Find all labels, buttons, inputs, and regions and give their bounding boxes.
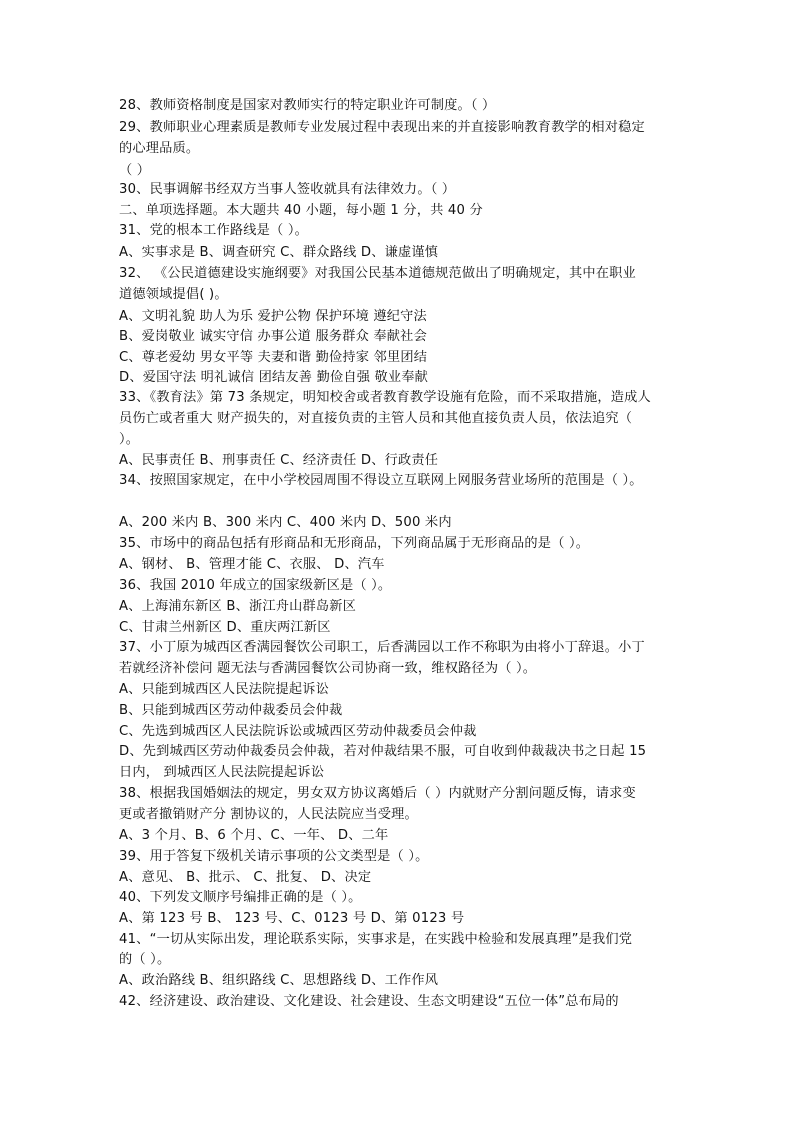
text-line: 30、民事调解书经双方当事人签收就具有法律效力。（ ） [119, 182, 456, 197]
text-line: 37、小丁原为城西区香满园餐饮公司职工，后香满园以工作不称职为由将小丁辞退。小丁 [119, 640, 645, 655]
text-line: 29、教师职业心理素质是教师专业发展过程中表现出来的并直接影响教育教学的相对稳定 [119, 120, 645, 135]
text-line: 32、 《公民道德建设实施纲要》对我国公民基本道德规范做出了明确规定，其中在职业 [119, 266, 636, 281]
text-line: D、爱国守法 明礼诚信 团结友善 勤俭自强 敬业奉献 [119, 370, 429, 385]
text-line: C、尊老爱幼 男女平等 夫妻和谐 勤俭持家 邻里团结 [119, 350, 428, 365]
text-line: 41、“一切从实际出发，理论联系实际，实事求是，在实践中检验和发展真理”是我们党 [119, 932, 633, 947]
text-line: 道德领域提倡( )。 [119, 287, 228, 302]
section-heading: 二、单项选择题。本大题共 40 小题，每小题 1 分，共 40 分 [119, 203, 483, 218]
text-line: 日内， 到城西区人民法院提起诉讼 [119, 765, 325, 780]
text-line: A、政治路线 B、组织路线 C、思想路线 D、工作作风 [119, 973, 439, 988]
text-line: 更或者撤销财产分 割协议的，人民法院应当受理。 [119, 807, 418, 822]
text-line: 31、党的根本工作路线是（ ）。 [119, 223, 309, 238]
text-line: D、先到城西区劳动仲裁委员会仲裁，若对仲裁结果不服，可自收到仲裁裁决书之日起 15 [119, 744, 647, 759]
text-line: A、钢材、 B、管理才能 C、衣服、 D、汽车 [119, 557, 385, 572]
text-line: C、甘肃兰州新区 D、重庆两江新区 [119, 620, 331, 635]
text-line: A、民事责任 B、刑事责任 C、经济责任 D、行政责任 [119, 453, 439, 468]
text-line: 39、用于答复下级机关请示事项的公文类型是（ ）。 [119, 849, 429, 864]
text-line: A、只能到城西区人民法院提起诉讼 [119, 682, 330, 697]
text-line: A、上海浦东新区 B、浙江舟山群岛新区 [119, 599, 357, 614]
text-line: A、意见、 B、批示、 C、批复、 D、决定 [119, 870, 372, 885]
text-line: 28、教师资格制度是国家对教师实行的特定职业许可制度。（ ） [119, 98, 496, 113]
text-line: 员伤亡或者重大 财产损失的，对直接负责的主管人员和其他直接负责人员，依法追究（ [119, 411, 633, 426]
text-line: （ ） [119, 163, 151, 178]
text-line: 38、根据我国婚姻法的规定，男女双方协议离婚后（ ）内就财产分割问题反悔，请求变 [119, 786, 636, 801]
text-line: 的（ ）。 [119, 952, 171, 967]
text-line: 40、下列发文顺序号编排正确的是（ ）。 [119, 890, 362, 905]
text-line: B、只能到城西区劳动仲裁委员会仲裁 [119, 703, 343, 718]
text-line: 42、经济建设、政治建设、文化建设、社会建设、生态文明建设“五位一体”总布局的 [119, 994, 619, 1009]
text-line: 35、市场中的商品包括有形商品和无形商品，下列商品属于无形商品的是（ ）。 [119, 536, 590, 551]
text-line: A、3 个月、B、6 个月、C、一年、 D、二年 [119, 828, 389, 843]
text-line: A、实事求是 B、调查研究 C、群众路线 D、谦虚谨慎 [119, 245, 439, 260]
text-line: 36、我国 2010 年成立的国家级新区是（ ）。 [119, 578, 392, 593]
text-line: 34、按照国家规定，在中小学校园周围不得设立互联网上网服务营业场所的范围是（ ）。 [119, 473, 643, 488]
text-line: ）。 [119, 432, 140, 447]
text-line: C、先选到城西区人民法院诉讼或城西区劳动仲裁委员会仲裁 [119, 724, 477, 739]
text-line: A、文明礼貌 助人为乐 爱护公物 保护环境 遵纪守法 [119, 309, 427, 324]
text-line: 33、《教育法》第 73 条规定，明知校舍或者教育教学设施有危险，而不采取措施，造成人 [119, 390, 651, 405]
text-line: A、第 123 号 B、 123 号、C、0123 号 D、第 0123 号 [119, 911, 465, 926]
text-line: 若就经济补偿问 题无法与香满园餐饮公司协商一致，维权路径为（ ）。 [119, 661, 537, 676]
text-line: A、200 米内 B、300 米内 C、400 米内 D、500 米内 [119, 515, 452, 530]
text-line: B、爱岗敬业 诚实守信 办事公道 服务群众 奉献社会 [119, 329, 427, 344]
text-line: 的心理品质。 [119, 141, 200, 156]
